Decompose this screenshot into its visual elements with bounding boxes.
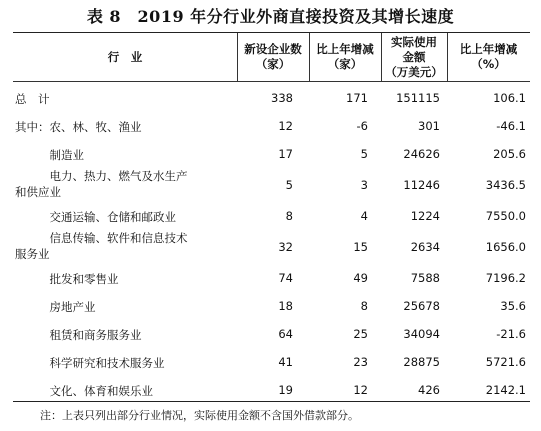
actual-growth-cell: 106.1	[493, 91, 526, 105]
industry-name: 电力、热力、燃气及水生产	[15, 169, 188, 183]
table-note: 注：上表只列出部分行业情况，实际使用金额不含国外借款部分。	[40, 409, 359, 422]
industry-cell	[15, 140, 237, 169]
investment-table	[13, 32, 530, 402]
actual-use-cell: 2634	[410, 240, 440, 254]
industry-cell	[15, 202, 237, 231]
industry-cell	[15, 230, 237, 264]
table-row	[13, 320, 530, 349]
industry-name: 文化、体育和娱乐业	[15, 384, 153, 398]
actual-use-cell: 7588	[410, 271, 440, 285]
new-enterprises-cell: 5	[285, 178, 293, 192]
industry-cell	[15, 84, 237, 113]
new-growth-cell: 171	[346, 91, 368, 105]
industry-cell	[15, 168, 237, 202]
new-growth-cell: 49	[353, 271, 368, 285]
actual-use-cell: 11246	[403, 178, 440, 192]
actual-growth-cell: 7196.2	[485, 271, 526, 285]
industry-name: 总 计	[15, 92, 50, 106]
table-row	[13, 112, 530, 141]
industry-cell	[15, 376, 237, 405]
header-industry: 行 业	[107, 49, 143, 64]
table-row	[13, 376, 530, 405]
industry-name: 信息传输、软件和信息技术	[15, 231, 188, 245]
actual-growth-cell: 3436.5	[485, 178, 526, 192]
actual-use-cell: 28875	[403, 355, 440, 369]
new-growth-cell: 23	[353, 355, 368, 369]
new-enterprises-cell: 41	[278, 355, 293, 369]
industry-name: 交通运输、仓储和邮政业	[15, 210, 176, 224]
actual-growth-cell: 35.6	[500, 299, 526, 313]
actual-growth-cell: 7550.0	[485, 209, 526, 223]
actual-use-cell: 34094	[403, 327, 440, 341]
new-growth-cell: 15	[353, 240, 368, 254]
new-enterprises-cell: 19	[278, 383, 293, 397]
industry-cell	[15, 292, 237, 321]
new-enterprises-cell: 32	[278, 240, 293, 254]
actual-use-cell: 25678	[403, 299, 440, 313]
actual-use-cell: 1224	[410, 209, 440, 223]
new-growth-cell: 3	[360, 178, 368, 192]
industry-name: 其中：农、林、牧、渔业	[15, 120, 142, 134]
industry-cell	[15, 320, 237, 349]
actual-growth-cell: 205.6	[493, 147, 526, 161]
table-row	[13, 230, 530, 264]
new-enterprises-cell: 74	[278, 271, 293, 285]
header-actual-use: 实际使用 金额 （万美元）	[385, 34, 443, 79]
industry-name: 科学研究和技术服务业	[15, 356, 165, 370]
header-new-enterprises: 新设企业数 （家）	[244, 42, 302, 71]
header-rule	[13, 81, 530, 82]
actual-growth-cell: 2142.1	[485, 383, 526, 397]
table-row	[13, 264, 530, 293]
new-enterprises-cell: 18	[278, 299, 293, 313]
new-enterprises-cell: 64	[278, 327, 293, 341]
actual-growth-cell: -21.6	[496, 327, 526, 341]
new-enterprises-cell: 12	[278, 119, 293, 133]
new-growth-cell: 4	[360, 209, 368, 223]
actual-growth-cell: 5721.6	[485, 355, 526, 369]
industry-name-continued: 服务业	[15, 247, 50, 261]
table-row	[13, 202, 530, 231]
table-row	[13, 292, 530, 321]
table-row	[13, 348, 530, 377]
actual-growth-cell: 1656.0	[485, 240, 526, 254]
table-row	[13, 84, 530, 113]
industry-name: 房地产业	[15, 300, 96, 314]
new-growth-cell: 25	[353, 327, 368, 341]
actual-use-cell: 24626	[403, 147, 440, 161]
actual-use-cell: 151115	[396, 91, 440, 105]
industry-name: 租赁和商务服务业	[15, 328, 142, 342]
actual-use-cell: 301	[418, 119, 440, 133]
industry-cell	[15, 264, 237, 293]
actual-growth-cell: -46.1	[496, 119, 526, 133]
table-row	[13, 140, 530, 169]
industry-name: 制造业	[15, 148, 84, 162]
actual-use-cell: 426	[418, 383, 440, 397]
new-growth-cell: 12	[353, 383, 368, 397]
new-enterprises-cell: 8	[285, 209, 293, 223]
new-growth-cell: 8	[360, 299, 368, 313]
industry-cell	[15, 348, 237, 377]
industry-cell	[15, 112, 237, 141]
header-actual-growth: 比上年增减 （%）	[459, 42, 518, 71]
industry-name: 批发和零售业	[15, 272, 119, 286]
new-growth-cell: -6	[356, 119, 368, 133]
new-enterprises-cell: 17	[278, 147, 293, 161]
new-enterprises-cell: 338	[271, 91, 293, 105]
industry-name-continued: 和供应业	[15, 185, 61, 199]
table-row	[13, 168, 530, 202]
new-growth-cell: 5	[360, 147, 368, 161]
table-title: 表 8 2019 年分行业外商直接投资及其增长速度	[86, 7, 455, 26]
header-new-growth: 比上年增减 （家）	[316, 42, 374, 71]
